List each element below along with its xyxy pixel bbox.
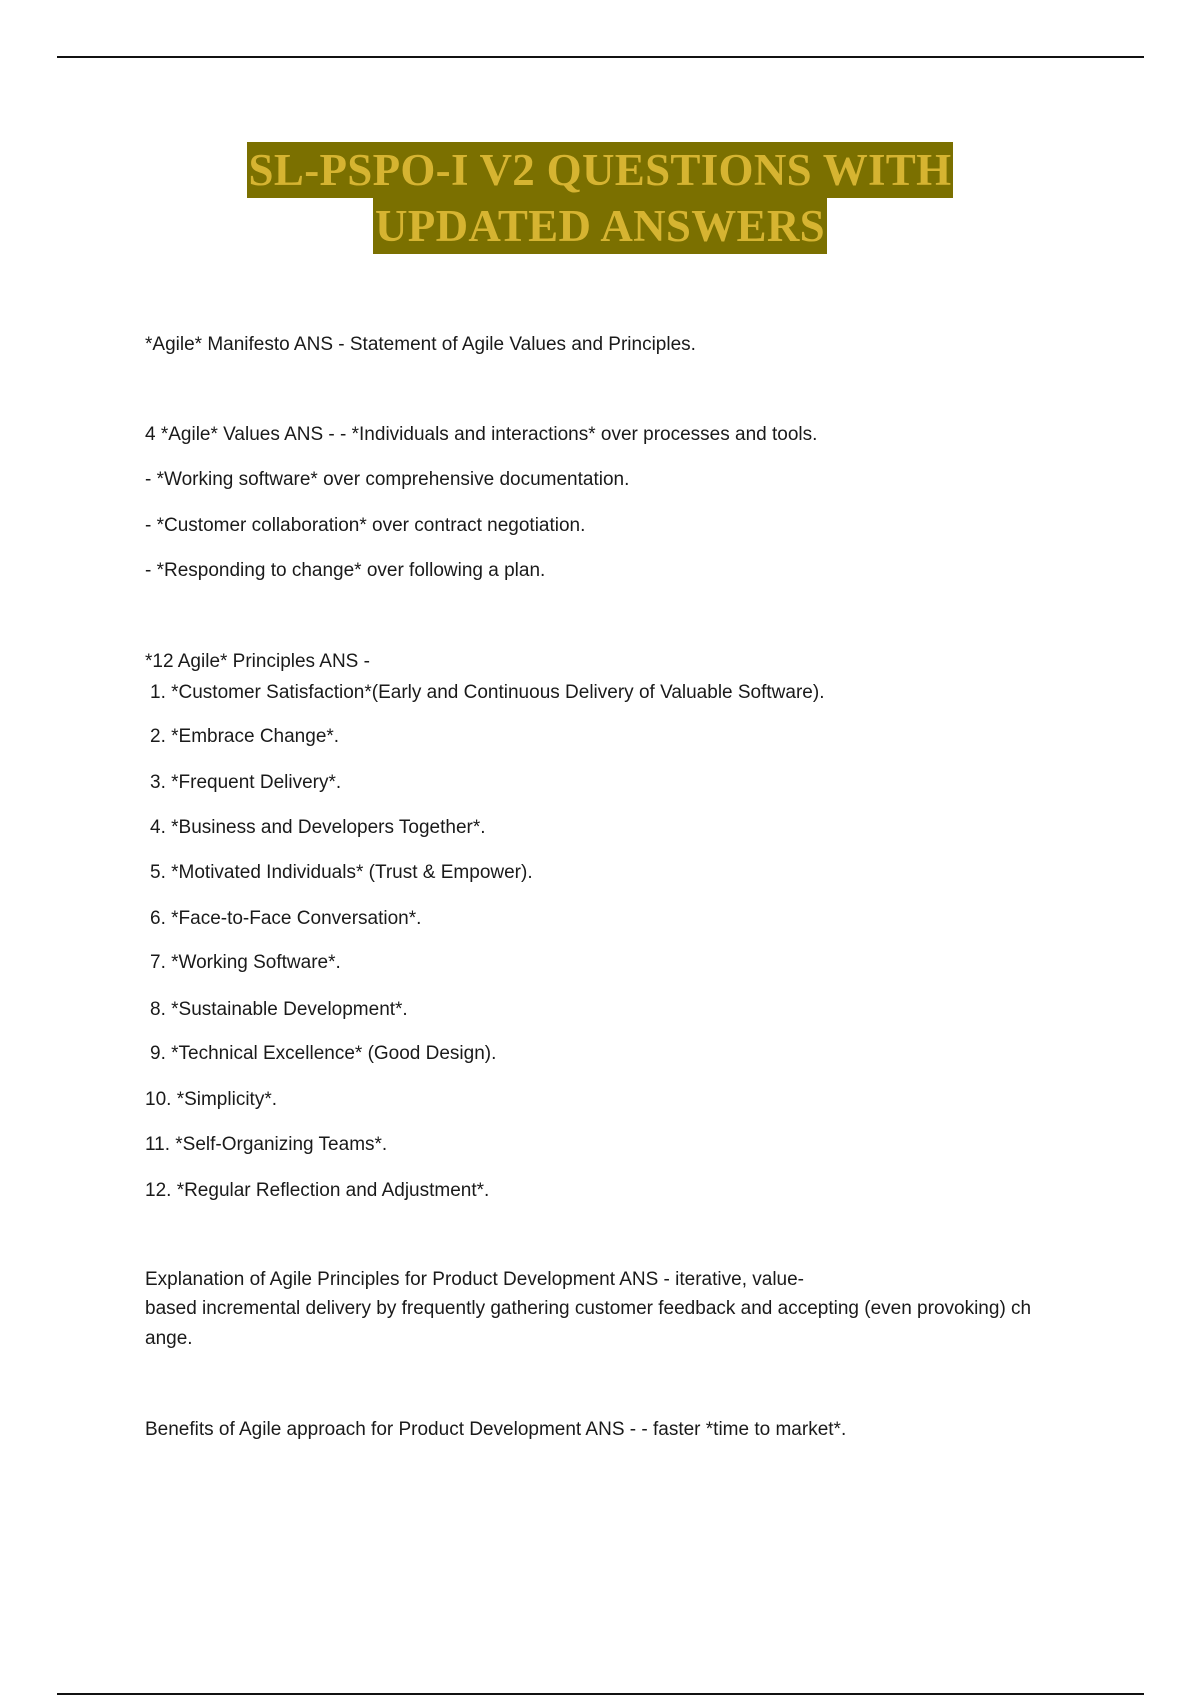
principle-item: 8. *Sustainable Development*. bbox=[150, 999, 408, 1020]
principle-item: 5. *Motivated Individuals* (Trust & Empower). bbox=[150, 862, 533, 883]
principle-item: 9. *Technical Excellence* (Good Design). bbox=[150, 1043, 497, 1064]
value-item: - *Working software* over comprehensive documentation. bbox=[145, 469, 630, 490]
benefits-entry: Benefits of Agile approach for Product Development ANS - - faster *time to market*. bbox=[145, 1419, 847, 1440]
principle-item: 6. *Face-to-Face Conversation*. bbox=[150, 908, 422, 929]
values-header: 4 *Agile* Values ANS - - *Individuals and interactions* over processes and tools. bbox=[145, 424, 818, 445]
principle-item: 4. *Business and Developers Together*. bbox=[150, 817, 486, 838]
footer-rule bbox=[57, 1693, 1144, 1695]
document-title bbox=[0, 142, 1200, 254]
title-line-1: SL-PSPO-I V2 QUESTIONS WITH bbox=[247, 142, 954, 198]
manifesto-entry: *Agile* Manifesto ANS - Statement of Agile Values and Principles. bbox=[145, 334, 696, 355]
explanation-line: based incremental delivery by frequently gathering customer feedback and accepting (even provoking) ch bbox=[145, 1298, 1032, 1319]
value-item: - *Responding to change* over following a plan. bbox=[145, 560, 546, 581]
value-item: - *Customer collaboration* over contract negotiation. bbox=[145, 515, 586, 536]
principle-item: 7. *Working Software*. bbox=[150, 952, 341, 973]
explanation-line: Explanation of Agile Principles for Product Development ANS - iterative, value- bbox=[145, 1269, 804, 1290]
principle-item: 10. *Simplicity*. bbox=[145, 1089, 277, 1110]
principle-item: 11. *Self-Organizing Teams*. bbox=[145, 1134, 388, 1155]
principles-header: *12 Agile* Principles ANS - bbox=[145, 651, 370, 672]
principle-item: 2. *Embrace Change*. bbox=[150, 726, 340, 747]
principle-item: 3. *Frequent Delivery*. bbox=[150, 772, 342, 793]
principle-item: 1. *Customer Satisfaction*(Early and Continuous Delivery of Valuable Software). bbox=[150, 682, 825, 703]
principle-item: 12. *Regular Reflection and Adjustment*. bbox=[145, 1180, 490, 1201]
header-rule bbox=[57, 56, 1144, 58]
explanation-line: ange. bbox=[145, 1328, 193, 1349]
title-line-2: UPDATED ANSWERS bbox=[373, 198, 827, 254]
